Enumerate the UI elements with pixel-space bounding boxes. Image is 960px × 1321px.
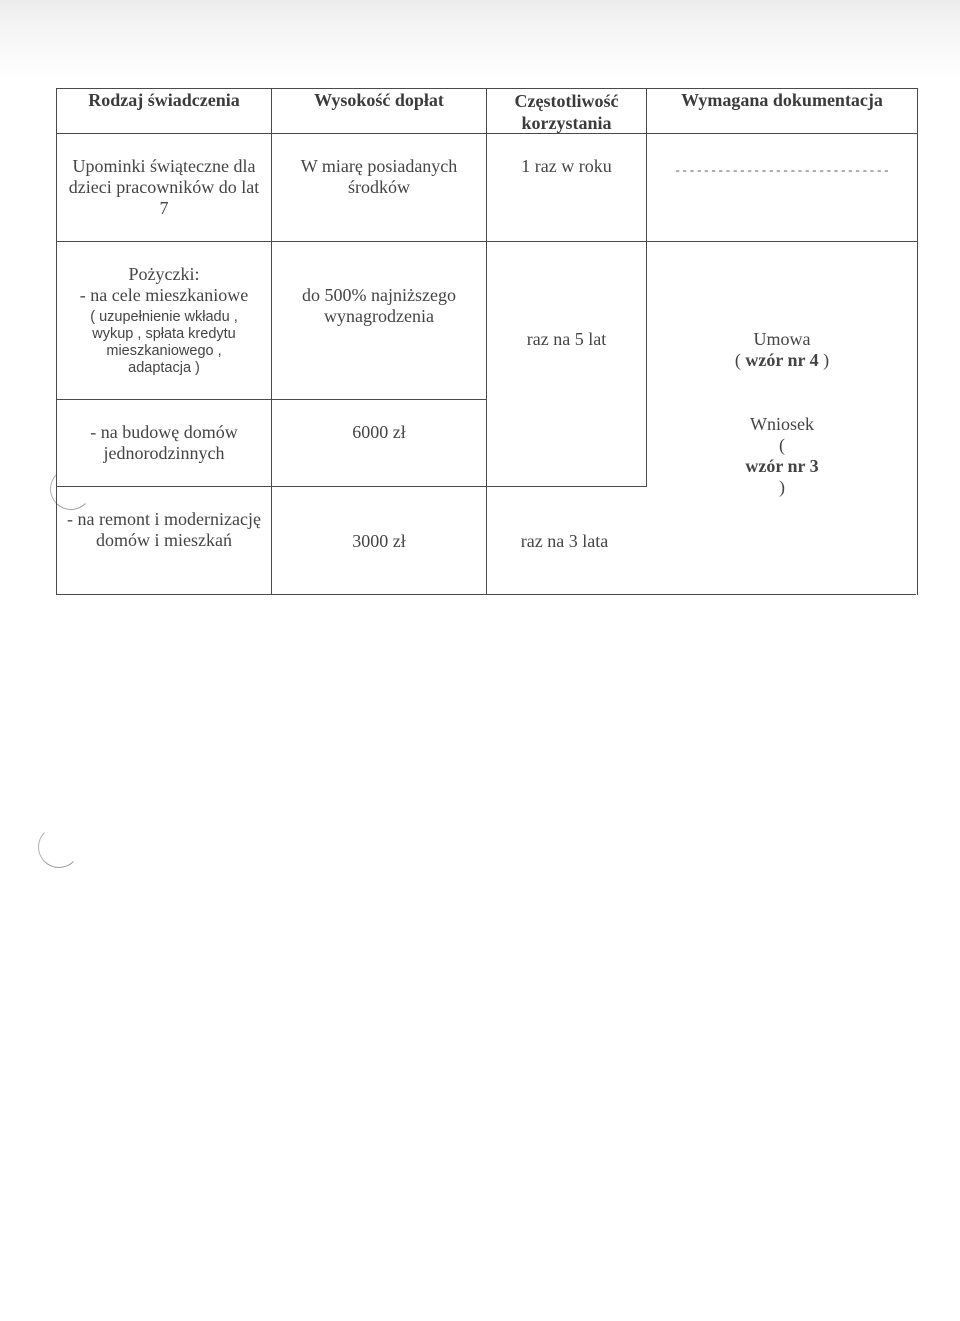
loan-frequency-3: raz na 3 lata	[520, 531, 609, 551]
loan-house-build: - na budowę domów jednorodzinnych	[90, 422, 238, 463]
doc-contract-form-text: ( wzór nr 4 )	[734, 350, 830, 370]
header-documents: Wymagana dokumentacja	[681, 90, 883, 110]
row1-documents: ------------------------------	[673, 164, 891, 178]
row-divider	[56, 241, 918, 242]
doc-application: Wniosek	[750, 414, 814, 434]
doc-application-form: ( wzór nr 3 )	[745, 435, 819, 497]
column-divider	[917, 88, 918, 595]
loan-frequency-5: raz na 5 lat	[526, 329, 607, 349]
doc-contract: Umowa	[753, 329, 811, 349]
row1-frequency: 1 raz w roku	[521, 156, 612, 176]
row-divider	[56, 486, 646, 487]
doc-contract-form	[647, 350, 917, 371]
loan-housing-amount: do 500% najniższego wynagrodzenia	[302, 285, 456, 326]
row1-type: Upominki świąteczne dla dzieci pracowników do lat 7	[68, 156, 260, 218]
header-amount: Wysokość dopłat	[314, 90, 444, 110]
loan-housing-note: ( uzupełnienie wkładu , wykup , spłata kredytu mieszkaniowego , adaptacja )	[90, 309, 238, 376]
loans-title: Pożyczki:	[128, 264, 200, 284]
column-divider	[56, 88, 57, 595]
loan-house-build-amount: 6000 zł	[352, 422, 406, 442]
loan-housing: - na cele mieszkaniowe	[79, 285, 249, 305]
loan-renovation-amount: 3000 zł	[352, 531, 406, 551]
header-frequency: Częstotliwość korzystania	[514, 91, 619, 133]
table-border-top	[56, 88, 918, 89]
header-type: Rodzaj świadczenia	[88, 90, 240, 110]
loan-renovation: - na remont i modernizację domów i mieszkań	[67, 509, 261, 550]
column-divider	[271, 88, 272, 595]
row1-amount: W miarę posiadanych środków	[300, 156, 458, 197]
